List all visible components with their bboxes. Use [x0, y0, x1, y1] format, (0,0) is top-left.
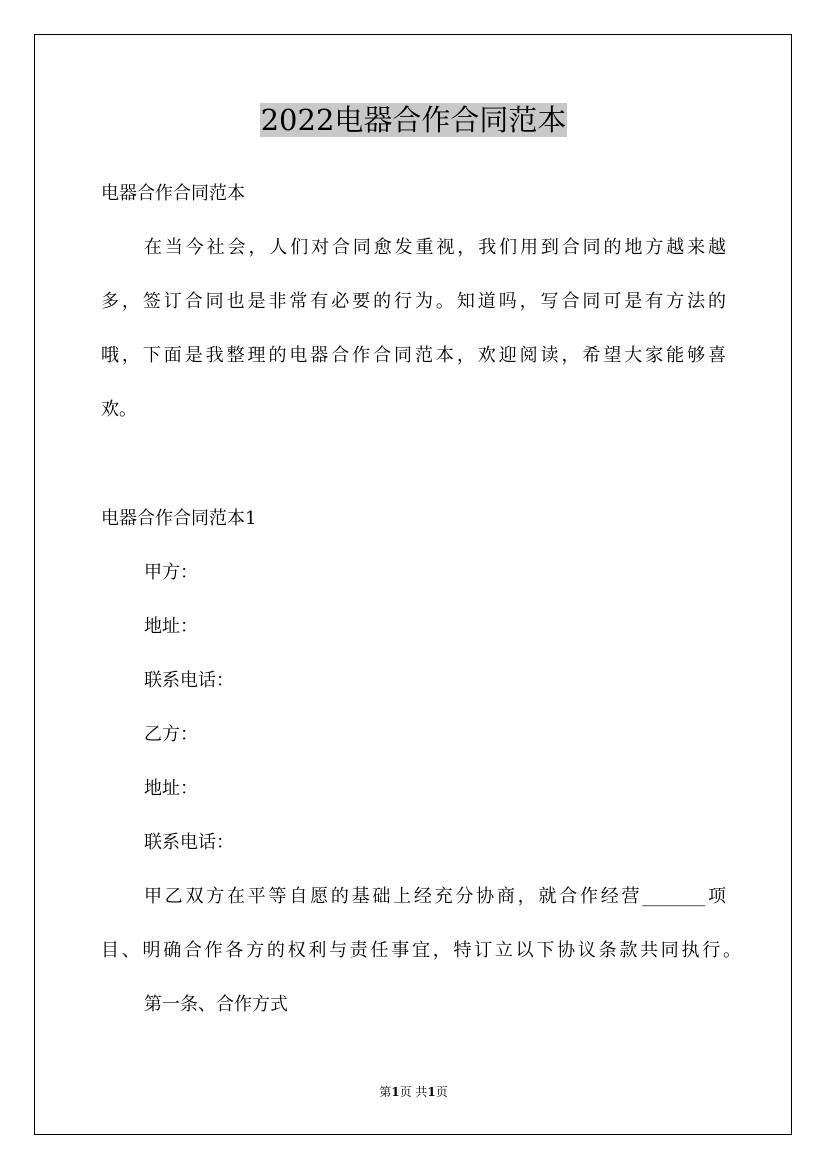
party-a-label: 甲方： [144, 562, 198, 583]
document-title-text: 2022电器合作合同范本 [260, 103, 567, 137]
intro-paragraph-line: 欢。 [101, 399, 137, 420]
document-subtitle: 电器合作合同范本 [101, 183, 245, 204]
agreement-paragraph-line: 目、明确合作各方的权利与责任事宜，特订立以下协议条款共同执行。 [101, 940, 741, 961]
party-b-label: 乙方： [144, 724, 198, 745]
page-current-number: 1 [391, 1085, 400, 1099]
party-b-phone: 联系电话： [144, 832, 234, 853]
intro-paragraph-line: 多，签订合同也是非常有必要的行为。知道吗，写合同可是有方法的 [101, 291, 726, 312]
page-total-number: 1 [427, 1085, 436, 1099]
party-b-address: 地址： [144, 778, 198, 799]
page-footer [0, 1084, 827, 1100]
intro-paragraph-line: 在当今社会，人们对合同愈发重视，我们用到合同的地方越来越 [144, 237, 726, 258]
article-heading: 第一条、合作方式 [144, 994, 288, 1015]
document-title [0, 100, 827, 140]
party-a-address: 地址： [144, 616, 198, 637]
intro-paragraph-line: 哦，下面是我整理的电器合作合同范本，欢迎阅读，希望大家能够喜 [101, 345, 726, 366]
section-heading: 电器合作合同范本1 [101, 508, 257, 529]
agreement-paragraph-line: 甲乙双方在平等自愿的基础上经充分协商，就合作经营_______项 [144, 886, 726, 907]
page-suffix: 页 [435, 1085, 448, 1099]
page-prefix: 第 [379, 1085, 392, 1099]
party-a-phone: 联系电话： [144, 670, 234, 691]
page-mid: 页 共 [399, 1085, 428, 1099]
